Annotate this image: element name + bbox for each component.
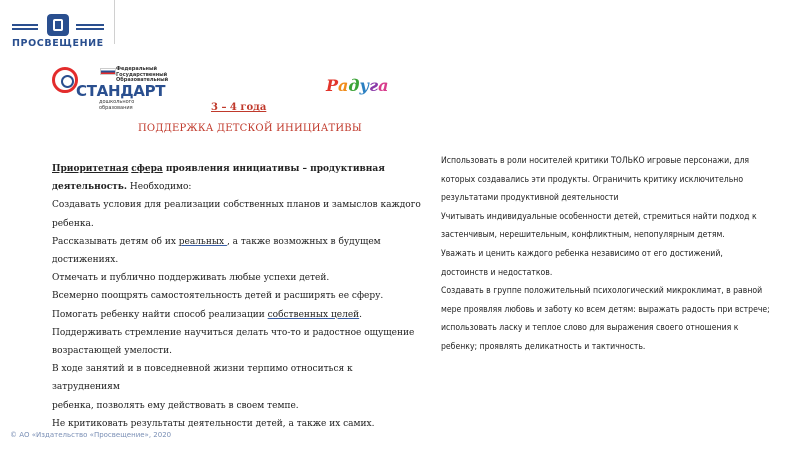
text-line: ребенку; проявлять деликатность и тактичность. (441, 341, 646, 352)
text-line: застенчивым, нерешительным, конфликтным, непопулярным детям. (441, 230, 725, 241)
text-line: Не критиковать результаты деятельности детей, а также их самих. (52, 418, 375, 429)
text-line: достижениях. (52, 255, 119, 266)
right-column-text (441, 152, 781, 357)
text-line: возрастающей умелости. (52, 346, 172, 357)
text-line: В ходе занятий и в повседневной жизни терпимо относиться к затруднениям (52, 364, 353, 393)
russian-flag-icon (100, 68, 116, 75)
text-line: Отмечать и публично поддерживать любые успехи детей. (52, 273, 330, 284)
text-line: Создавать условия для реализации собственных планов и замыслов каждого (52, 200, 421, 211)
text-line: достоинств и недостатков. (441, 267, 553, 278)
text-line: Рассказывать детям об их реальных , а также возможных в будущем (52, 236, 381, 247)
fgos-subtitle: дошкольного образования (99, 99, 135, 111)
text-line: Помогать ребенку найти способ реализации собственных целей. (52, 309, 363, 320)
slide-title: ПОДДЕРЖКА ДЕТСКОЙ ИНИЦИАТИВЫ (138, 123, 362, 134)
text-line: деятельность. Необходимо: (52, 182, 192, 193)
publisher-name: ПРОСВЕЩЕНИЕ (12, 38, 104, 49)
raduga-logo: Радуга (326, 76, 389, 95)
text-line: Приоритетная сфера проявления инициативы – продуктивная (52, 164, 385, 174)
logo-lines-right (76, 24, 104, 30)
text-line: ребенка. (52, 218, 94, 229)
text-line: использовать ласку и теплое слово для выражения своего отношения к (441, 323, 739, 334)
copyright-footer: © АО «Издательство «Просвещение», 2020 (10, 431, 172, 439)
age-heading: 3 – 4 года (211, 102, 267, 113)
fgos-small-text: Федеральный Государственный Образовательный (116, 66, 169, 83)
logo-lines-left (12, 24, 40, 30)
publisher-emblem-icon (47, 14, 69, 36)
text-line: Уважать и ценить каждого ребенка независимо от его достижений, (441, 248, 723, 259)
fgos-logo (52, 65, 169, 111)
fgos-standard-text: СТАНДАРТ (76, 82, 166, 100)
text-line: Использовать в роли носителей критики ТОЛЬКО игровые персонажи, для (441, 156, 750, 166)
left-column-text (52, 160, 422, 433)
text-line: результатами продуктивной деятельности (441, 193, 619, 204)
text-line: Создавать в группе положительный психологический микроклимат, в равной (441, 286, 763, 297)
text-line: Учитывать индивидуальные особенности детей, стремиться найти подход к (441, 211, 757, 222)
text-line: которых создавались эти продукты. Ограничить критику исключительно (441, 174, 744, 185)
text-line: Поддерживать стремление научиться делать что-то и радостное ощущение (52, 327, 415, 338)
fgos-emblem-icon (52, 67, 78, 93)
text-line: мере проявляя любовь и заботу ко всем детям: выражать радость при встрече; (441, 304, 770, 315)
text-line: Всемерно поощрять самостоятельность детей и расширять ее сферу. (52, 291, 384, 302)
text-line: ребенка, позволять ему действовать в своем темпе. (52, 400, 299, 411)
header-divider (114, 0, 115, 44)
